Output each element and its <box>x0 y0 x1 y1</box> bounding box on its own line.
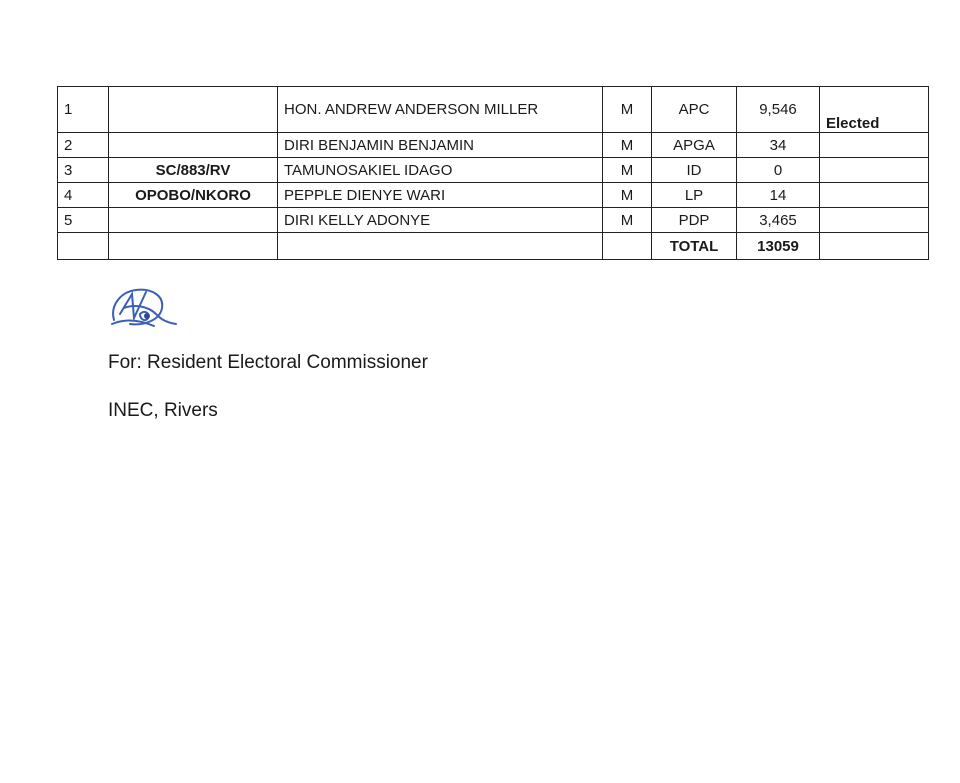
table-row <box>58 183 929 208</box>
total-row <box>58 233 929 260</box>
table-row <box>58 208 929 233</box>
empty-cell <box>278 233 603 260</box>
total-label: TOTAL <box>652 233 737 260</box>
remark-cell <box>820 183 929 208</box>
party-cell: LP <box>652 183 737 208</box>
votes-cell: 34 <box>737 133 820 158</box>
candidate-name-cell: PEPPLE DIENYE WARI <box>278 183 603 208</box>
constituency-cell: SC/883/RV <box>109 158 278 183</box>
candidate-name-cell: DIRI BENJAMIN BENJAMIN <box>278 133 603 158</box>
serial-cell: 4 <box>58 183 109 208</box>
candidate-name-cell: HON. ANDREW ANDERSON MILLER <box>278 87 603 133</box>
results-table <box>57 86 929 260</box>
serial-cell: 5 <box>58 208 109 233</box>
sex-cell: M <box>603 87 652 133</box>
constituency-cell <box>109 133 278 158</box>
serial-cell: 3 <box>58 158 109 183</box>
empty-cell <box>58 233 109 260</box>
votes-cell: 14 <box>737 183 820 208</box>
candidate-name-cell: TAMUNOSAKIEL IDAGO <box>278 158 603 183</box>
remark-cell <box>820 208 929 233</box>
table-row <box>58 87 929 133</box>
empty-cell <box>109 233 278 260</box>
signature-icon <box>104 284 184 334</box>
table-row <box>58 133 929 158</box>
empty-cell <box>603 233 652 260</box>
sex-cell: M <box>603 133 652 158</box>
signatory-office: INEC, Rivers <box>108 400 218 421</box>
total-votes: 13059 <box>737 233 820 260</box>
votes-cell: 9,546 <box>737 87 820 133</box>
table-row <box>58 158 929 183</box>
remark-cell <box>820 133 929 158</box>
party-cell: PDP <box>652 208 737 233</box>
party-cell: APGA <box>652 133 737 158</box>
votes-cell: 0 <box>737 158 820 183</box>
constituency-cell: OPOBO/NKORO <box>109 183 278 208</box>
serial-cell: 1 <box>58 87 109 133</box>
candidate-name-cell: DIRI KELLY ADONYE <box>278 208 603 233</box>
remark-cell: Elected <box>820 87 929 133</box>
party-cell: APC <box>652 87 737 133</box>
remark-cell <box>820 158 929 183</box>
sex-cell: M <box>603 208 652 233</box>
sex-cell: M <box>603 158 652 183</box>
signatory-title: For: Resident Electoral Commissioner <box>108 352 428 373</box>
constituency-cell <box>109 87 278 133</box>
votes-cell: 3,465 <box>737 208 820 233</box>
party-cell: ID <box>652 158 737 183</box>
sex-cell: M <box>603 183 652 208</box>
constituency-cell <box>109 208 278 233</box>
empty-cell <box>820 233 929 260</box>
serial-cell: 2 <box>58 133 109 158</box>
